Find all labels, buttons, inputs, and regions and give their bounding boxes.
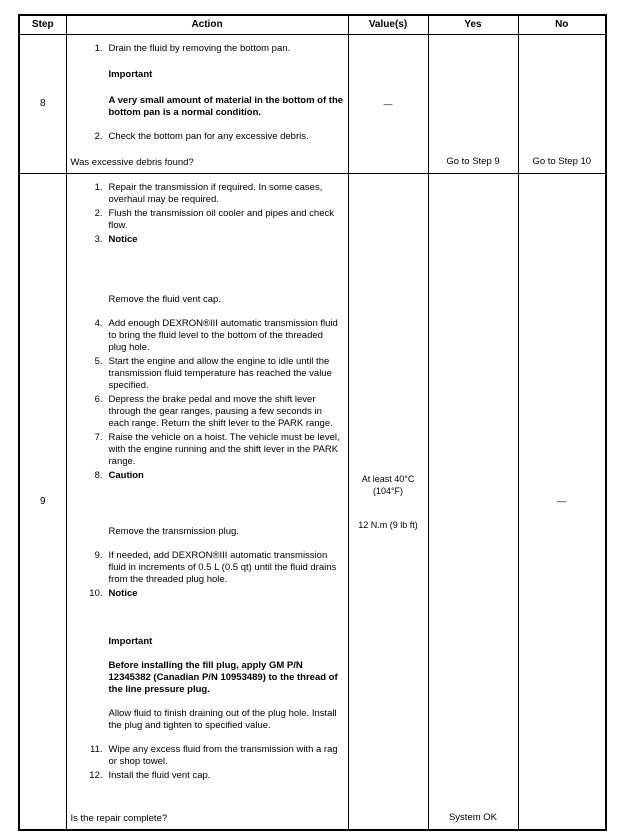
list-item-text: Install the fluid vent cap. [108,770,211,781]
table-row-step8 [19,35,606,174]
list-item-number: 7. [94,432,103,443]
no-cell [518,35,606,174]
value-text: At least 40°C (104°F) [361,473,415,496]
important-label: Important [108,636,153,647]
list-item-number: 5. [94,356,103,367]
header-cell-yes: Yes [428,15,518,35]
important-text: Before installing the fill plug, apply GM P/N 12345382 (Canadian P/N 10953489) to the thread of the line pressure plug. [108,660,338,695]
header-row [19,15,606,35]
yes-text: System OK [448,812,498,823]
question-text: Was excessive debris found? [70,157,194,168]
yes-cell [428,35,518,174]
action-list-item [71,356,344,392]
procedure-table [18,14,607,831]
list-item-number: 11. [89,744,103,755]
list-item-number: 10. [89,588,103,599]
action-list-item [71,234,344,246]
action-content [67,35,348,173]
action-list-item [71,770,344,782]
list-item-text: Wipe any excess fluid from the transmission with a rag or shop towel. [108,744,338,767]
list-item-number: 4. [94,318,103,329]
header-cell-values: Value(s) [348,15,428,35]
action-list-item [71,208,344,232]
no-cell [518,174,606,831]
list-item-number: 9. [94,550,103,561]
list-item-text: Start the engine and allow the engine to idle until the transmission fluid temperature has reached the value specified. [108,356,332,391]
action-list-item [71,182,344,206]
action-list-item [71,43,344,55]
action-list-item [71,318,344,354]
list-item-text: Flush the transmission oil cooler and pipes and check flow. [108,208,334,231]
values-cell [348,174,428,831]
list-item-text: Raise the vehicle on a hoist. The vehicle must be level, with the engine running and the shift lever in the PARK range. [108,432,340,467]
action-list-item [71,432,344,468]
action-list-item [71,550,344,586]
value-dash: — [383,99,393,109]
list-item-text: Depress the brake pedal and move the shift lever through the gear ranges, pausing a few seconds in each range. Return the shift lever to the PARK range. [108,394,333,429]
action-cell [66,174,348,831]
list-item-number: 8. [94,470,103,481]
values-cell [348,35,428,174]
important-text: A very small amount of material in the bottom of the bottom pan is a normal condition. [108,95,344,118]
list-item-number: 2. [94,131,103,142]
header-cell-action: Action [66,15,348,35]
action-list-item [71,588,344,600]
value-text: 12 N.m (9 lb ft) [358,519,418,530]
header-cell-step: Step [19,15,66,35]
list-item-text: Drain the fluid by removing the bottom pan. [108,43,291,54]
important-label: Important [108,69,153,80]
list-item-number: 1. [94,43,103,54]
list-item-number: 2. [94,208,103,219]
list-item-text: Repair the transmission if required. In some cases, overhaul may be required. [108,182,323,205]
notice-label: Notice [108,588,138,599]
question-text: Is the repair complete? [70,813,168,824]
action-paragraph: Allow fluid to finish draining out of the plug hole. Install the plug and tighten to specified value. [108,708,337,731]
action-cell [66,35,348,174]
action-paragraph: Remove the fluid vent cap. [108,294,221,305]
action-content [67,174,348,829]
list-item-number: 12. [89,770,103,781]
list-item-text: Add enough DEXRON®III automatic transmission fluid to bring the fluid level to the bottom of the threaded plug hole. [108,318,338,353]
action-paragraph: Remove the transmission plug. [108,526,239,537]
notice-label: Notice [108,234,138,245]
list-item-number: 1. [94,182,103,193]
list-item-text: Check the bottom pan for any excessive debris. [108,131,309,142]
no-text: Go to Step 10 [532,156,592,167]
caution-label: Caution [108,470,144,481]
list-item-text: If needed, add DEXRON®III automatic transmission fluid in increments of 0.5 L (0.5 qt) until the fluid drains from the threaded plug hole. [108,550,337,585]
action-list-item [71,470,344,482]
action-list-item [71,744,344,768]
list-item-number: 6. [94,394,103,405]
action-list-item [71,131,344,143]
list-item-number: 3. [94,234,103,245]
step-number: 9 [19,174,66,831]
yes-cell [428,174,518,831]
action-list-item [71,394,344,430]
header-cell-no: No [518,15,606,35]
yes-text: Go to Step 9 [446,156,500,167]
step-number: 8 [19,35,66,174]
no-dash: — [557,495,567,507]
table-row-step9 [19,174,606,831]
